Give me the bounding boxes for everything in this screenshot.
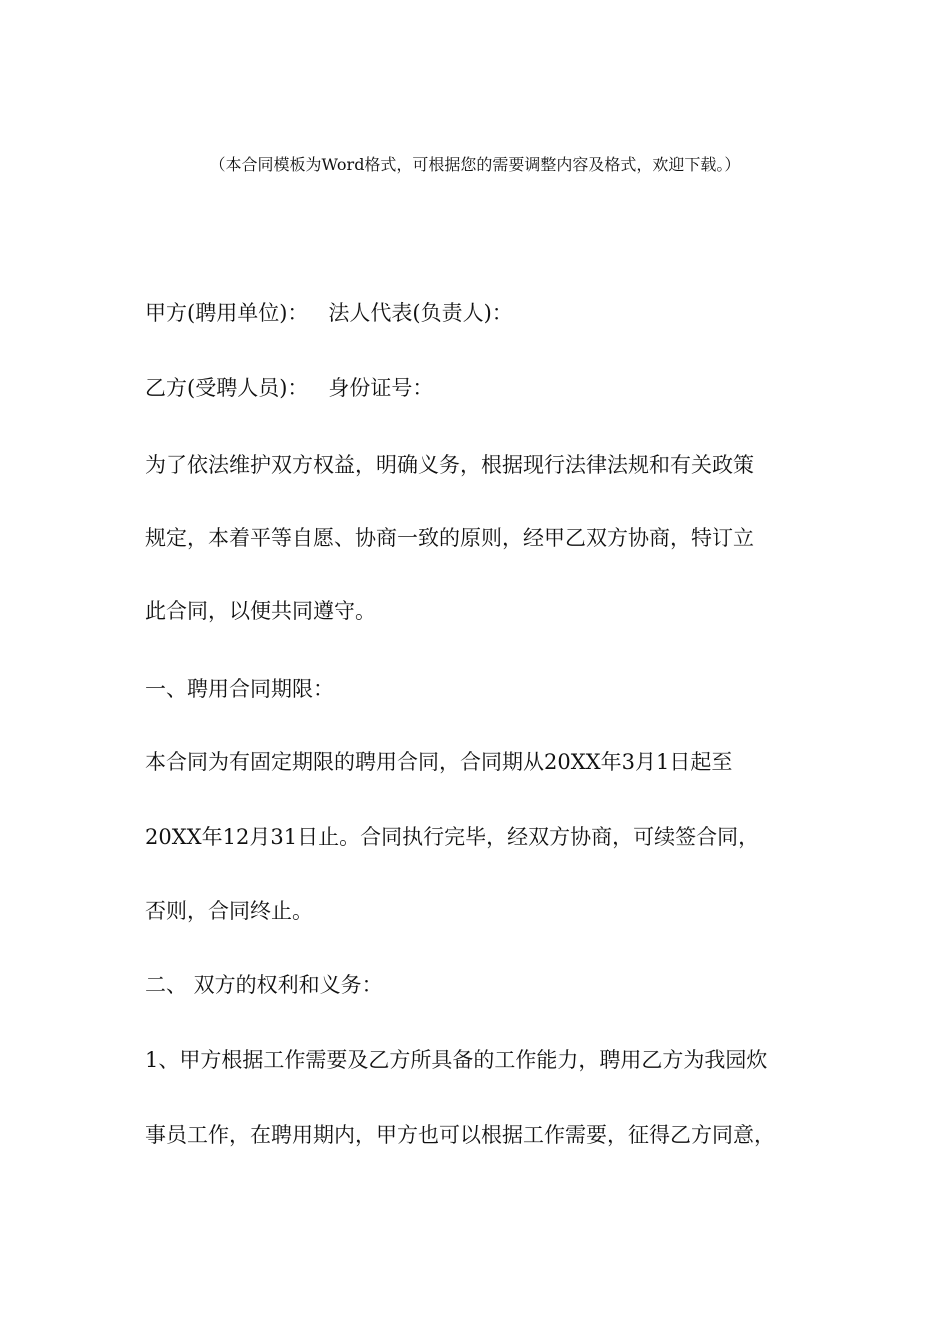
- id-number-label: 身份证号：: [328, 376, 434, 400]
- party-b-label: 乙方(受聘人员)：: [145, 376, 309, 400]
- section-1-title: 一、聘用合同期限：: [145, 677, 334, 701]
- section-2-title: 二、 双方的权利和义务：: [145, 973, 383, 997]
- section-2-line-1: 1、甲方根据工作需要及乙方所具备的工作能力，聘用乙方为我园炊: [145, 1048, 768, 1072]
- legal-representative-label: 法人代表(负责人)：: [328, 301, 513, 325]
- section-1-line-2: 20XX年12月31日止。合同执行完毕，经双方协商，可续签合同，: [145, 825, 760, 849]
- section-1-line-1: 本合同为有固定期限的聘用合同，合同期从20XX年3月1日起至: [145, 750, 733, 774]
- party-b-row: [145, 373, 433, 403]
- preamble-line-3: 此合同，以便共同遵守。: [145, 599, 376, 623]
- party-a-row: [145, 298, 513, 328]
- preamble-line-1: 为了依法维护双方权益，明确义务，根据现行法律法规和有关政策: [145, 453, 754, 477]
- preamble-line-2: 规定，本着平等自愿、协商一致的原则，经甲乙双方协商，特订立: [145, 526, 754, 550]
- party-a-label: 甲方(聘用单位)：: [145, 301, 309, 325]
- section-2-line-2: 事员工作，在聘用期内，甲方也可以根据工作需要，征得乙方同意，: [145, 1123, 775, 1147]
- section-1-line-3: 否则，合同终止。: [145, 899, 313, 923]
- template-notice: （本合同模板为Word格式，可根据您的需要调整内容及格式，欢迎下载。）: [209, 155, 741, 174]
